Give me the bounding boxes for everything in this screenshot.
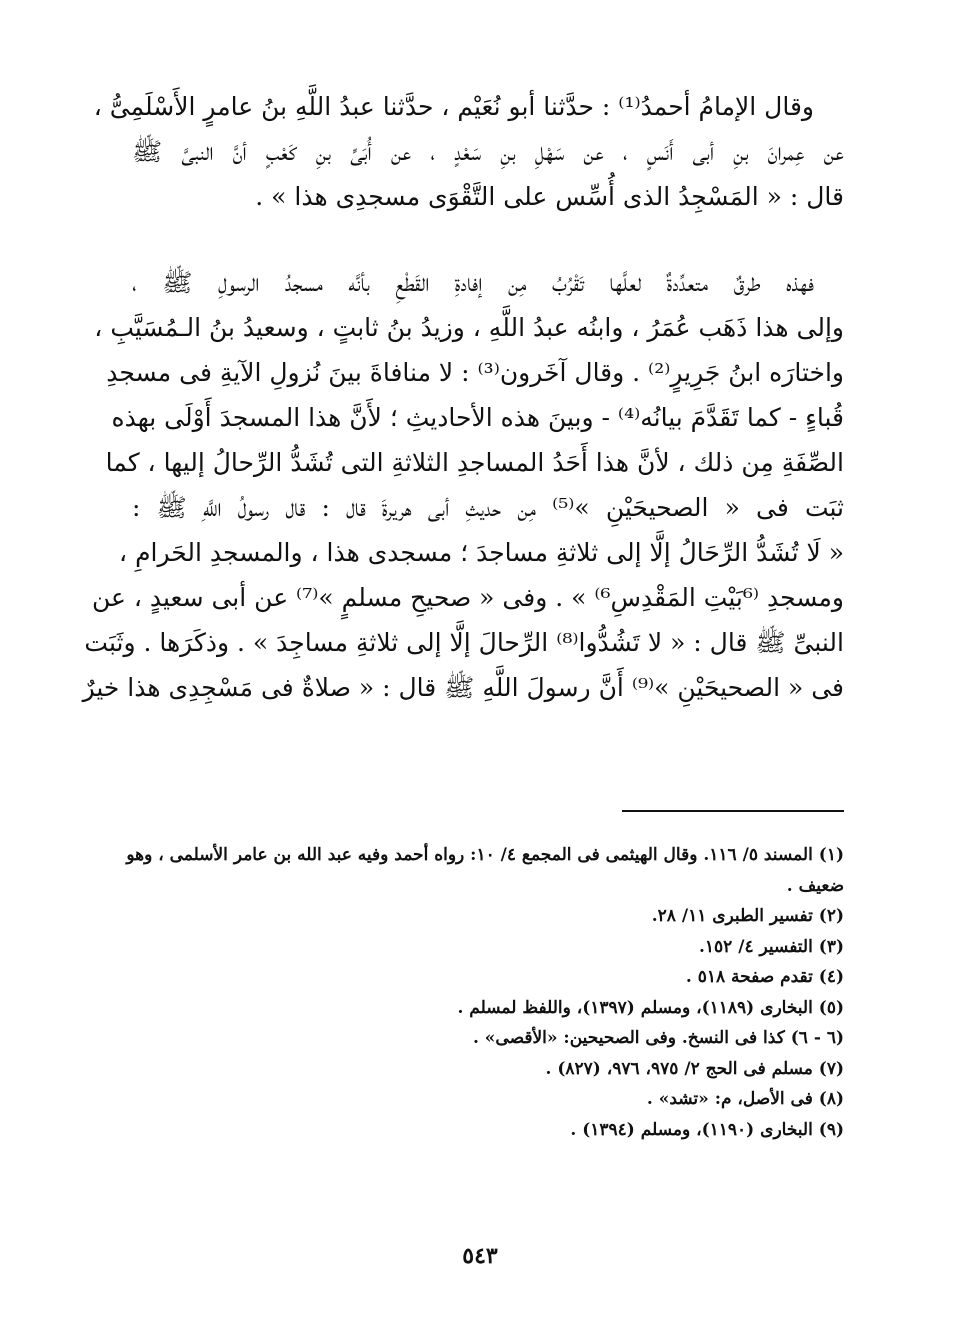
text-line: فى « الصحيحَيْنِ »⁽⁹⁾ أَنَّ رسولَ اللَّهِ ﷺ قال : « صلاةٌ فى مَسْجِدِى هذا خيرٌ	[82, 673, 844, 702]
text-line: عن عِمرانَ بنِ أبى أَنَسٍ ، عن سَهْلِ بنِ سَعْدٍ ، عن أُبَىِّ بنِ كَعْبٍ أنَّ النبىَّ ﷺ	[132, 137, 844, 166]
footnotes	[126, 840, 844, 1145]
text-line: « لَا تُشَدُّ الرِّحَالُ إلَّا إلى ثلاثةِ مساجدَ ؛ مسجدى هذا ، والمسجدِ الحَرامِ ،	[119, 538, 844, 567]
text-line: واختارَه ابنُ جَرِيرٍ⁽²⁾ . وقال آخَرون⁽³⁾ : لا منافاةَ بينَ نُزولِ الآيةِ فى مسجدِ	[106, 358, 844, 387]
footnote-3: (٣) التفسير ٤/ ١٥٢.	[699, 936, 844, 957]
text-line: وقال الإمامُ أحمدُ⁽¹⁾ : حدَّثنا أبو نُعَيْم ، حدَّثنا عبدُ اللَّهِ بنُ عامرٍ الأَسْلَمِىُّ ،	[93, 92, 814, 121]
footnote-7: (٧) مسلم فى الحج ٢/ ٩٧٥، ٩٧٦، (٨٢٧) .	[545, 1058, 844, 1079]
footnote-6: (٦ - ٦) كذا فى النسخ. وفى الصحيحين: «الأقصى» .	[472, 1028, 844, 1048]
text-line: ومسجدِ ⁽⁶بَيْتِ المَقْدِسِ⁶⁾ » . وفى « صحيحِ مسلمٍ »⁽⁷⁾ عن أبى سعيدٍ ، عن	[91, 583, 844, 612]
footnote-separator	[622, 810, 844, 812]
footnote-5: (٥) البخارى (١١٨٩)، ومسلم (١٣٩٧)، واللفظ لمسلم .	[457, 997, 844, 1018]
paragraph-2	[82, 260, 845, 710]
text-line: ثبَت فى « الصحيحَيْنِ »⁽⁵⁾ مِن حديثِ أبى هريرةَ قال : قال رسولُ اللَّهِ ﷺ :	[132, 493, 845, 522]
text-line: وإلى هذا ذَهَب عُمَرُ ، وابنُه عبدُ اللَّهِ ، وزيدُ بنُ ثابتٍ ، وسعيدُ بنُ الـمُسَيَّبِ ،	[94, 313, 844, 342]
footnote-2: (٢) تفسير الطبرى ١١/ ٢٨.	[651, 906, 844, 926]
text-line: النبىِّ ﷺ قال : « لا تَشُدُّوا⁽⁸⁾ الرِّحالَ إلَّا إلى ثلاثةِ مساجِدَ » . وذكَرَها . وثَبَت	[84, 628, 844, 657]
paragraph-1	[93, 84, 844, 219]
page-number: ٥٤٣	[462, 1243, 498, 1269]
footnote-1-continuation: ضعيف .	[786, 875, 844, 896]
text-line: قُباءٍ - كما تَقَدَّمَ بيانُه⁽⁴⁾ - وبينَ هذه الأحاديثِ ؛ لأَنَّ هذا المسجدَ أَوْلَى بهذه	[111, 403, 844, 432]
footnote-4: (٤) تقدم صفحة ٥١٨ .	[685, 967, 844, 987]
footnote-9: (٩) البخارى (١١٩٠)، ومسلم (١٣٩٤) .	[570, 1119, 844, 1140]
text-line: فهذه طرقٌ متعدِّدةٌ لعلَّها تَقْرُبُ مِن إفادةِ القَطْعِ بأنَّه مسجدُ الرسولِ ﷺ ،	[132, 268, 814, 297]
footnote-8: (٨) فى الأصل، م: «تشد» .	[646, 1089, 844, 1109]
text-line: الصِّفَةِ مِن ذلك ، لأنَّ هذا أَحَدُ المساجدِ الثلاثةِ التى تُشَدُّ الرِّحالُ إليها ، كما	[105, 448, 844, 477]
footnote-1: (١) المسند ٥/ ١١٦. وقال الهيثمى فى المجمع ٤/ ١٠: رواه أحمد وفيه عبد الله بن عامر الأسلمى ، وهو	[126, 845, 844, 865]
text-line: قال : « المَسْجِدُ الذى أُسِّس على التَّقْوَى مسجدِى هذا » .	[255, 182, 844, 211]
